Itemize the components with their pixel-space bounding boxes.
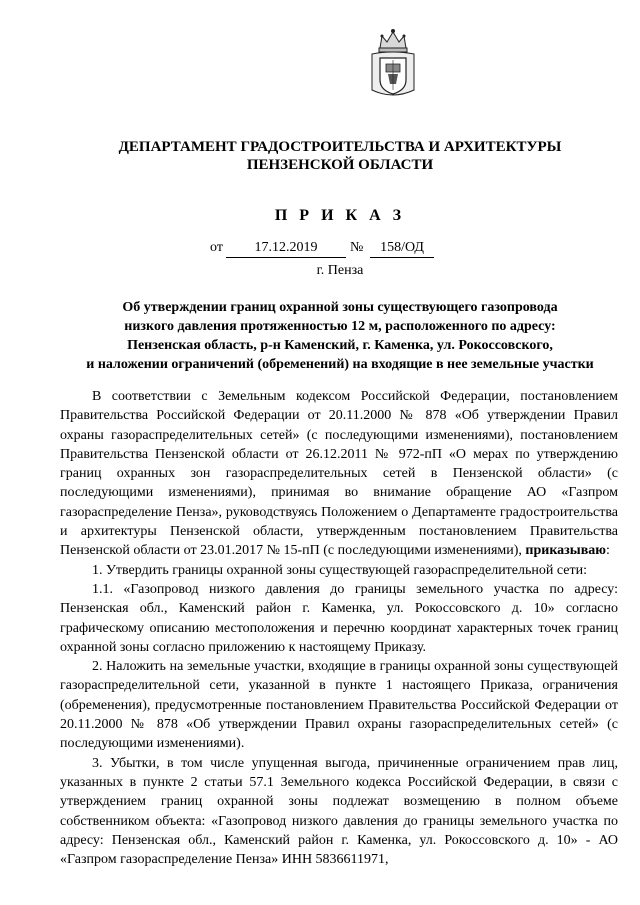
number-prefix: № <box>350 240 364 255</box>
order-date-number-line <box>210 240 470 260</box>
item-2: 2. Наложить на земельные участки, входящие в границы охранной зоны существующей газораспределительной сети, указанной в пункте 1 настоящего Приказа, ограничения (обременения), предусмотренные постановлением Правительства Российской Федерации от 20.11.2000 № 878 «Об утверждении Правил охраны газораспределительных сетей» (с последующими изменениями). <box>60 659 618 752</box>
item-3: 3. Убытки, в том числе упущенная выгода, причиненные ограничением прав лиц, указанных в пункте 2 статьи 57.1 Земельного кодекса Российской Федерации, в связи с утверждением границ охранной зоны подлежат возмещению в полном объеме собственником объекта: «Газопровод низкого давления до границы земельного участка по адресу: Пензенская обл., Каменский район г. Каменка, ул. Рокоссовского д. 10» - АО «Газпром газораспределение Пенза» ИНН 5836611971, <box>60 755 618 868</box>
order-date: 17.12.2019 <box>226 240 346 258</box>
department-name <box>60 138 620 174</box>
preamble-paragraph <box>60 387 618 561</box>
order-number: 158/ОД <box>370 240 434 258</box>
preamble-bold-word: приказываю <box>525 543 606 559</box>
subject-line-4: и наложении ограничений (обременений) на входящие в нее земельные участки <box>86 357 594 372</box>
preamble-end: : <box>606 543 610 559</box>
subject-line-2: низкого давления протяженностью 12 м, расположенного по адресу: <box>124 319 556 334</box>
coat-of-arms-icon <box>368 28 418 100</box>
order-subject <box>60 298 620 374</box>
subject-line-1: Об утверждении границ охранной зоны существующего газопровода <box>122 300 558 315</box>
subject-line-3: Пензенская область, р-н Каменский, г. Каменка, ул. Рокоссовского, <box>127 338 553 353</box>
preamble-text: В соответствии с Земельным кодексом Российской Федерации, постановлением Правительства Российской Федерации от 20.11.2000 № 878 «Об утверждении Правил охраны газораспределительных сетей» (с последующими изменениями), постановлением Правительства Пензенской области от 26.12.2011 № 972-пП «О мерах по утверждению границ охранных зон газораспределительных сетей в Пензенской области» (с последующими изменениями), принимая во внимание обращение АО «Газпром газораспределение Пенза», руководствуясь Положением о Департаменте градостроительства и архитектуры Пензенской области, утвержденным постановлением Правительства Пензенской области от 23.01.2017 № 15-пП (с последующими изменениями), <box>60 389 618 559</box>
item-1-1: 1.1. «Газопровод низкого давления до границы земельного участка по адресу: Пензенская обл., Каменский район г. Каменка, ул. Рокоссовского д. 10» согласно графическому описанию местоположения и перечню координат характерных точек границ охранной зоны согласно приложению к настоящему Приказу. <box>60 581 618 655</box>
department-line-1: ДЕПАРТАМЕНТ ГРАДОСТРОИТЕЛЬСТВА И АРХИТЕКТУРЫ <box>118 139 562 155</box>
item-1: 1. Утвердить границы охранной зоны существующей газораспределительной сети: <box>92 562 587 578</box>
order-title: П Р И К А З <box>274 207 406 224</box>
order-body <box>60 387 618 869</box>
department-line-2: ПЕНЗЕНСКОЙ ОБЛАСТИ <box>246 157 434 173</box>
city: г. Пенза <box>316 263 364 278</box>
date-prefix: от <box>210 240 223 255</box>
